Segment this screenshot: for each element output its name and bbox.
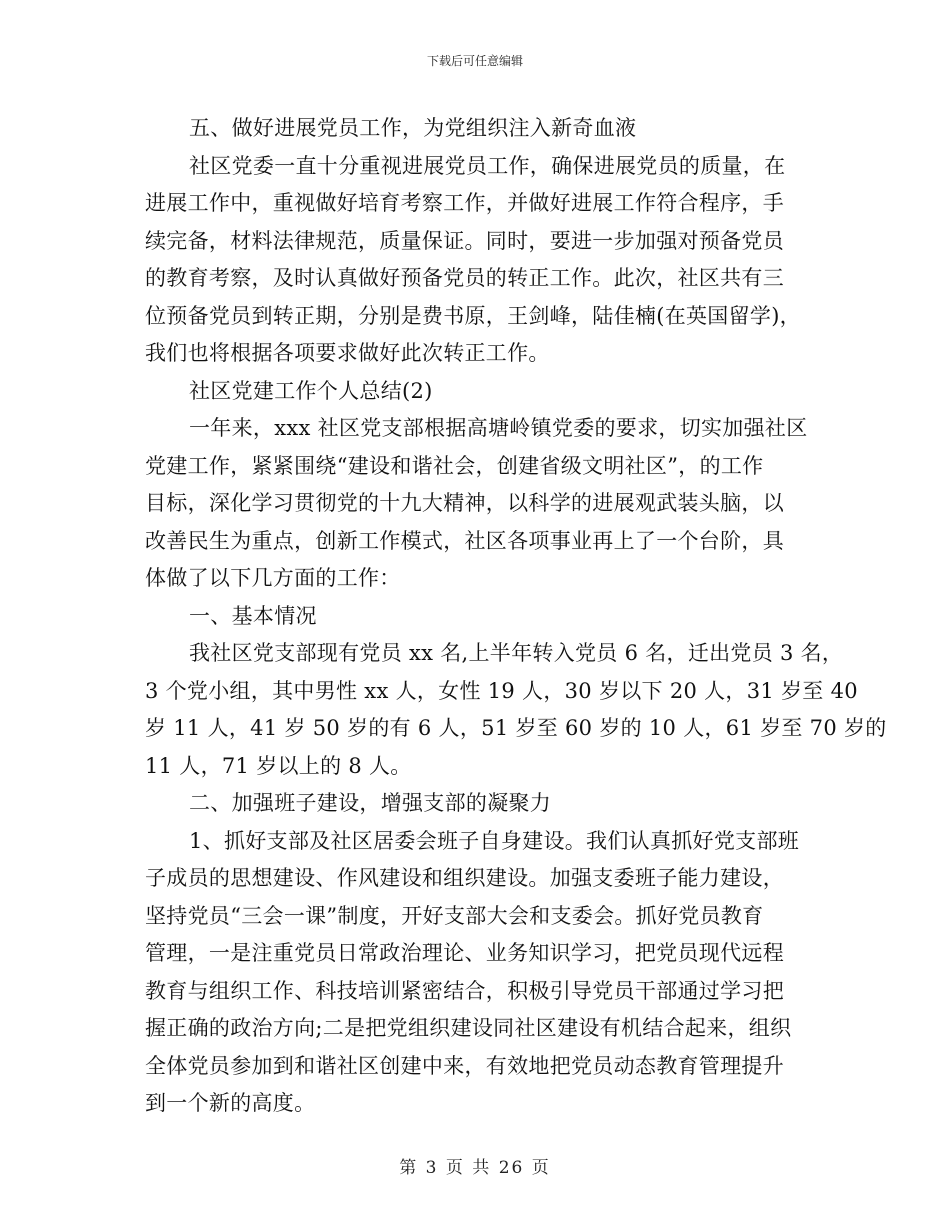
section-heading: 五、做好进展党员工作，为党组织注入新奇血液 bbox=[189, 116, 637, 140]
paragraph-line: 握正确的政治方向;二是把党组织建设同社区建设有机结合起来，组织 bbox=[145, 1016, 792, 1040]
paragraph-line: 我社区党支部现有党员 xx 名,上半年转入党员 6 名，迁出党员 3 名， bbox=[189, 641, 844, 665]
paragraph-line: 我们也将根据各项要求做好此次转正工作。 bbox=[145, 341, 550, 365]
paragraph-line: 目标，深化学习贯彻党的十九大精神，以科学的进展观武装头脑，以 bbox=[145, 491, 784, 515]
section-heading: 一、基本情况 bbox=[189, 603, 317, 628]
paragraph-line: 到一个新的高度。 bbox=[145, 1091, 316, 1115]
paragraph-line: 管理，一是注重党员日常政治理论、业务知识学习，把党员现代远程 bbox=[145, 941, 784, 965]
paragraph-line: 教育与组织工作、科技培训紧密结合，积极引导党员干部通过学习把 bbox=[145, 978, 784, 1003]
paragraph-line: 社区党委一直十分重视进展党员工作，确保进展党员的质量，在 bbox=[189, 153, 786, 178]
paragraph-line: 1、抓好支部及社区居委会班子自身建设。我们认真抓好党支部班 bbox=[189, 828, 800, 853]
paragraph-line: 坚持党员“三会一课”制度，开好支部大会和支委会。抓好党员教育 bbox=[145, 903, 764, 928]
paragraph-line: 党建工作，紧紧围绕“建设和谐社会，创建省级文明社区”，的工作 bbox=[145, 453, 764, 478]
paragraph-line: 改善民生为重点，创新工作模式，社区各项事业再上了一个台阶，具 bbox=[145, 528, 784, 553]
paragraph-line: 续完备，材料法律规范，质量保证。同时，要进一步加强对预备党员 bbox=[145, 228, 784, 253]
paragraph-line: 一年来，xxx 社区党支部根据高塘岭镇党委的要求，切实加强社区 bbox=[189, 416, 808, 440]
document-title: 社区党建工作个人总结(2) bbox=[189, 378, 433, 403]
paragraph-line: 的教育考察，及时认真做好预备党员的转正工作。此次，社区共有三 bbox=[145, 266, 784, 290]
paragraph-line: 3 个党小组，其中男性 xx 人，女性 19 人，30 岁以下 20 人，31 岁至 40 bbox=[145, 678, 858, 703]
document-body bbox=[145, 110, 887, 1123]
paragraph-line: 进展工作中，重视做好培育考察工作，并做好进展工作符合程序，手 bbox=[145, 191, 784, 215]
page-header: 下载后可任意编辑 bbox=[426, 54, 523, 68]
page-number-footer: 第 3 页 共 26 页 bbox=[399, 1158, 551, 1178]
paragraph-line: 岁 11 人，41 岁 50 岁的有 6 人，51 岁至 60 岁的 10 人，61 岁至 70 岁的 bbox=[145, 716, 887, 740]
section-heading: 二、加强班子建设，增强支部的凝聚力 bbox=[189, 791, 552, 815]
paragraph-line: 11 人，71 岁以上的 8 人。 bbox=[145, 753, 412, 778]
paragraph-line: 位预备党员到转正期，分别是费书原，王剑峰，陆佳楠(在英国留学)， bbox=[145, 303, 801, 328]
paragraph-line: 体做了以下几方面的工作： bbox=[145, 566, 401, 590]
paragraph-line: 全体党员参加到和谐社区创建中来，有效地把党员动态教育管理提升 bbox=[145, 1053, 784, 1078]
paragraph-line: 子成员的思想建设、作风建设和组织建设。加强支委班子能力建设， bbox=[145, 866, 784, 890]
